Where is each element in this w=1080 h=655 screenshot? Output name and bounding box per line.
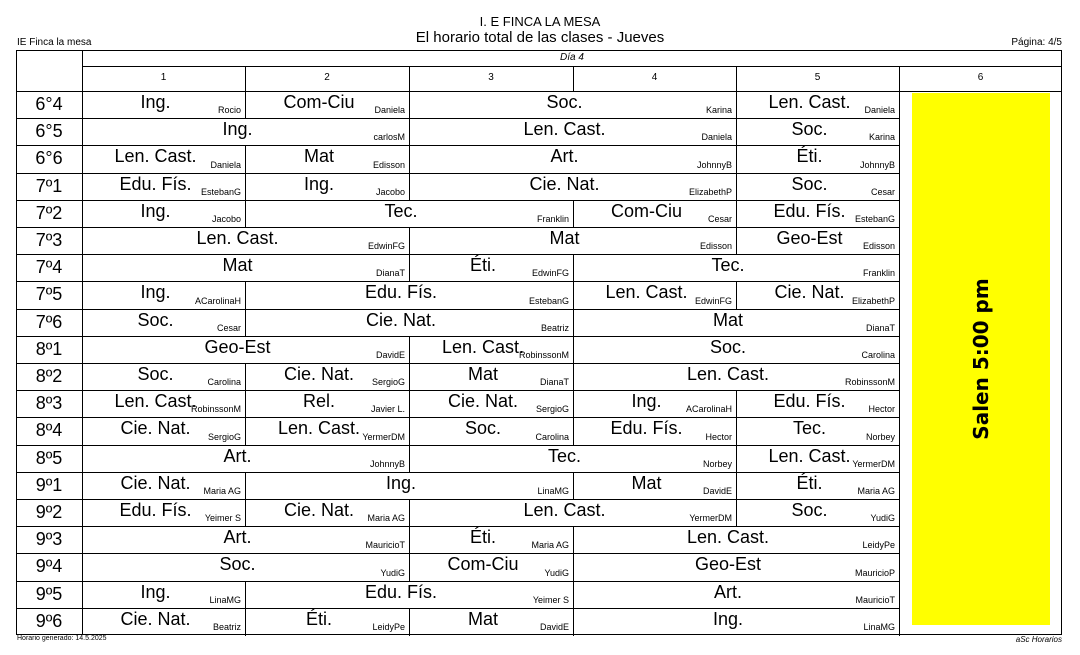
schedule-cell bbox=[245, 390, 409, 417]
teacher-name: Javier L. bbox=[370, 404, 405, 415]
teacher-name: SergioG bbox=[207, 431, 241, 442]
teacher-name: Daniela bbox=[864, 105, 895, 116]
teacher-name: EstebanG bbox=[528, 295, 569, 306]
grid-line bbox=[899, 254, 900, 282]
grid-line bbox=[82, 66, 1062, 67]
class-label: 6°5 bbox=[35, 121, 63, 142]
subject-name: Ing. bbox=[303, 173, 335, 194]
schedule-cell bbox=[82, 145, 245, 172]
subject-name: Soc. bbox=[709, 336, 747, 357]
teacher-name: Daniela bbox=[210, 159, 241, 170]
schedule-cell bbox=[736, 499, 899, 526]
subject-name: Len. Cast. bbox=[686, 527, 770, 548]
schedule-cell bbox=[573, 417, 736, 444]
teacher-name: JohnnyB bbox=[859, 159, 895, 170]
schedule-cell bbox=[82, 118, 409, 145]
schedule-cell bbox=[573, 553, 899, 580]
schedule-cell bbox=[245, 281, 573, 308]
subject-name: Cie. Nat. bbox=[774, 282, 845, 303]
teacher-name: Edisson bbox=[372, 159, 405, 170]
class-label: 6°4 bbox=[35, 94, 63, 114]
schedule-cell bbox=[409, 499, 736, 526]
schedule-cell bbox=[245, 472, 573, 499]
schedule-cell bbox=[82, 254, 409, 281]
teacher-name: ACarolinaH bbox=[194, 295, 241, 306]
subject-name: Soc. bbox=[219, 554, 256, 575]
schedule-cell bbox=[409, 173, 736, 200]
subject-name: Com-Ciu bbox=[283, 92, 355, 112]
teacher-name: Karina bbox=[705, 105, 732, 116]
subject-name: Len. Cast. bbox=[114, 146, 197, 167]
class-label: 8º4 bbox=[35, 420, 63, 441]
grid-line bbox=[899, 173, 900, 201]
subject-name: Ing. bbox=[631, 391, 662, 412]
subject-name: Len. Cast. bbox=[686, 364, 770, 384]
schedule-cell bbox=[82, 417, 245, 444]
teacher-name: DianaT bbox=[865, 322, 895, 333]
subject-name: Edu. Fís. bbox=[773, 200, 846, 221]
schedule-cell bbox=[245, 417, 409, 444]
teacher-name: Beatriz bbox=[212, 621, 241, 632]
class-label: 9º1 bbox=[35, 474, 63, 495]
teacher-name: Hector bbox=[868, 404, 895, 415]
teacher-name: LinaMG bbox=[209, 594, 241, 605]
schedule-cell bbox=[409, 553, 573, 580]
schedule-cell bbox=[736, 91, 899, 118]
grid-line bbox=[899, 227, 900, 255]
schedule-cell bbox=[409, 526, 573, 553]
class-label: 7º6 bbox=[35, 311, 63, 332]
schedule-cell bbox=[736, 281, 899, 308]
teacher-name: Maria AG bbox=[857, 485, 895, 496]
class-label: 7º3 bbox=[35, 230, 63, 250]
teacher-name: MauricioT bbox=[365, 540, 405, 551]
grid-line bbox=[899, 118, 900, 146]
teacher-name: YudiG bbox=[870, 513, 895, 524]
schedule-cell bbox=[82, 499, 245, 526]
document-title: El horario total de las clases - Jueves bbox=[415, 29, 665, 46]
subject-name: Éti. bbox=[796, 146, 823, 167]
grid-line bbox=[899, 363, 900, 391]
subject-name: Éti. bbox=[469, 527, 496, 548]
schedule-cell bbox=[409, 608, 573, 635]
subject-name: Rel. bbox=[302, 391, 335, 412]
schedule-cell bbox=[409, 254, 573, 281]
teacher-name: SergioG bbox=[535, 404, 569, 415]
subject-name: Len. Cast. bbox=[441, 336, 525, 357]
teacher-name: DavidE bbox=[702, 485, 732, 496]
teacher-name: Franklin bbox=[862, 268, 895, 279]
subject-name: Geo-Est bbox=[694, 554, 762, 575]
subject-name: Tec. bbox=[711, 255, 745, 276]
teacher-name: YermerDM bbox=[852, 458, 895, 469]
subject-name: Geo-Est bbox=[204, 336, 271, 357]
subject-name: Ing. bbox=[712, 608, 744, 629]
teacher-name: YudiG bbox=[380, 567, 405, 578]
schedule-cell bbox=[245, 608, 409, 635]
schedule-cell bbox=[245, 581, 573, 608]
teacher-name: LinaMG bbox=[537, 485, 569, 496]
schedule-cell bbox=[245, 200, 573, 227]
teacher-name: DianaT bbox=[539, 377, 569, 388]
school-title: I. E FINCA LA MESA bbox=[479, 14, 601, 29]
schedule-cell bbox=[245, 309, 573, 336]
teacher-name: Yeimer S bbox=[204, 513, 241, 524]
teacher-name: LinaMG bbox=[863, 621, 895, 632]
page-indicator: Página: 4/5 bbox=[1011, 37, 1062, 48]
subject-name: Edu. Fís. bbox=[119, 500, 192, 520]
teacher-name: RobinssonM bbox=[190, 404, 241, 415]
class-label: 8º3 bbox=[35, 393, 63, 414]
subject-name: Edu. Fís. bbox=[773, 391, 846, 412]
schedule-cell bbox=[409, 145, 736, 172]
generated-date: Horario generado: 14.5.2025 bbox=[17, 635, 107, 642]
grid-line bbox=[899, 445, 900, 473]
subject-name: Soc. bbox=[791, 173, 828, 194]
teacher-name: Norbey bbox=[702, 458, 732, 469]
teacher-name: EdwinFG bbox=[531, 268, 569, 279]
schedule-cell bbox=[736, 445, 899, 472]
teacher-name: MauricioT bbox=[855, 594, 895, 605]
grid-border bbox=[1061, 50, 1062, 635]
period-header-1: 1 bbox=[160, 72, 167, 83]
teacher-name: Maria AG bbox=[367, 513, 405, 524]
class-label: 7º2 bbox=[35, 202, 63, 223]
teacher-name: Jacobo bbox=[211, 213, 241, 224]
schedule-cell bbox=[82, 581, 245, 608]
schedule-cell bbox=[82, 445, 409, 472]
subject-name: Len. Cast. bbox=[196, 228, 279, 248]
class-label: 7º5 bbox=[35, 284, 63, 305]
subject-name: Mat bbox=[549, 228, 580, 248]
schedule-cell bbox=[736, 390, 899, 417]
schedule-cell bbox=[82, 608, 245, 635]
teacher-name: ElizabethP bbox=[688, 186, 732, 197]
subject-name: Soc. bbox=[137, 364, 174, 384]
teacher-name: Beatriz bbox=[540, 322, 569, 333]
schedule-cell bbox=[736, 200, 899, 227]
subject-name: Len. Cast. bbox=[768, 92, 851, 112]
subject-name: Mat bbox=[222, 255, 253, 276]
teacher-name: ACarolinaH bbox=[685, 404, 732, 415]
subject-name: Soc. bbox=[791, 119, 828, 140]
subject-name: Ing. bbox=[222, 119, 253, 140]
subject-name: Ing. bbox=[385, 472, 417, 493]
schedule-cell bbox=[736, 472, 899, 499]
teacher-name: EdwinFG bbox=[367, 241, 405, 252]
subject-name: Len. Cast. bbox=[114, 391, 197, 412]
class-label: 9º5 bbox=[35, 583, 63, 604]
teacher-name: Carolina bbox=[861, 349, 895, 360]
schedule-cell bbox=[573, 526, 899, 553]
subject-name: Ing. bbox=[140, 200, 171, 221]
teacher-name: LeidyPe bbox=[372, 621, 405, 632]
teacher-name: Carolina bbox=[535, 431, 569, 442]
subject-name: Tec. bbox=[547, 445, 581, 466]
class-label: 8º1 bbox=[35, 338, 63, 359]
period-header-5: 5 bbox=[814, 72, 821, 83]
teacher-name: Daniela bbox=[374, 105, 405, 116]
teacher-name: Maria AG bbox=[531, 540, 569, 551]
schedule-cell bbox=[573, 336, 899, 363]
teacher-name: Cesar bbox=[870, 186, 895, 197]
class-label: 9º6 bbox=[35, 610, 63, 631]
schedule-cell bbox=[245, 363, 409, 390]
grid-line bbox=[899, 417, 900, 445]
schedule-cell bbox=[573, 390, 736, 417]
subject-name: Len. Cast. bbox=[277, 418, 361, 439]
subject-name: Ing. bbox=[140, 92, 171, 112]
schedule-cell bbox=[245, 145, 409, 172]
schedule-cell bbox=[82, 281, 245, 308]
subject-name: Soc. bbox=[137, 309, 174, 330]
software-credit: aSc Horarios bbox=[1015, 635, 1062, 644]
subject-name: Edu. Fís. bbox=[610, 418, 683, 439]
teacher-name: EstebanG bbox=[200, 186, 241, 197]
subject-name: Soc. bbox=[791, 500, 828, 520]
period-header-3: 3 bbox=[488, 72, 494, 83]
teacher-name: Yeimer S bbox=[532, 594, 569, 605]
schedule-cell bbox=[245, 91, 409, 118]
teacher-name: Edisson bbox=[862, 241, 895, 252]
teacher-name: EstebanG bbox=[854, 213, 895, 224]
subject-name: Soc. bbox=[464, 418, 502, 439]
period-header-4: 4 bbox=[651, 72, 658, 83]
subject-name: Art. bbox=[223, 445, 252, 466]
teacher-name: YermerDM bbox=[689, 513, 732, 524]
teacher-name: Franklin bbox=[536, 213, 569, 224]
teacher-name: YudiG bbox=[544, 567, 569, 578]
school-name-left: IE Finca la mesa bbox=[17, 37, 92, 48]
subject-name: Mat bbox=[712, 309, 743, 330]
grid-border bbox=[16, 50, 1062, 51]
subject-name: Ing. bbox=[140, 581, 171, 602]
subject-name: Tec. bbox=[384, 200, 418, 221]
teacher-name: Karina bbox=[868, 132, 895, 143]
grid-line bbox=[899, 309, 900, 337]
class-label: 8º2 bbox=[35, 366, 63, 386]
teacher-name: DianaT bbox=[375, 268, 405, 279]
subject-name: Art. bbox=[550, 146, 579, 167]
class-label: 8º5 bbox=[35, 447, 63, 468]
grid-line bbox=[899, 390, 900, 418]
dismissal-text: Salen 5:00 pm bbox=[969, 278, 993, 440]
grid-line bbox=[899, 336, 900, 364]
subject-name: Soc. bbox=[546, 92, 583, 112]
subject-name: Tec. bbox=[792, 418, 826, 439]
subject-name: Mat bbox=[631, 472, 662, 493]
teacher-name: ElizabethP bbox=[851, 295, 895, 306]
subject-name: Com-Ciu bbox=[610, 200, 682, 221]
grid-line bbox=[899, 472, 900, 500]
subject-name: Éti. bbox=[796, 472, 823, 493]
subject-name: Ing. bbox=[140, 282, 171, 303]
teacher-name: carlosM bbox=[373, 132, 405, 143]
grid-line bbox=[899, 553, 900, 581]
teacher-name: DavidE bbox=[539, 621, 569, 632]
teacher-name: Maria AG bbox=[203, 485, 241, 496]
day-label: Día 4 bbox=[560, 52, 584, 63]
schedule-cell bbox=[82, 553, 409, 580]
schedule-grid bbox=[16, 50, 1062, 635]
grid-line bbox=[899, 526, 900, 554]
teacher-name: EdwinFG bbox=[694, 295, 732, 306]
period-header-2: 2 bbox=[324, 72, 330, 83]
schedule-cell bbox=[409, 336, 573, 363]
schedule-cell bbox=[82, 173, 245, 200]
class-label: 9º2 bbox=[35, 502, 63, 522]
subject-name: Edu. Fís. bbox=[119, 173, 192, 194]
schedule-cell bbox=[82, 472, 245, 499]
teacher-name: YermerDM bbox=[362, 431, 405, 442]
grid-line bbox=[899, 91, 900, 119]
teacher-name: MauricioP bbox=[854, 567, 895, 578]
schedule-cell bbox=[82, 200, 245, 227]
schedule-cell bbox=[573, 281, 736, 308]
teacher-name: SergioG bbox=[371, 377, 405, 388]
schedule-cell bbox=[409, 445, 736, 472]
schedule-cell bbox=[409, 363, 573, 390]
schedule-cell bbox=[736, 118, 899, 145]
schedule-cell bbox=[82, 227, 409, 254]
grid-line bbox=[899, 499, 900, 527]
subject-name: Edu. Fís. bbox=[364, 581, 438, 602]
grid-line bbox=[899, 281, 900, 309]
teacher-name: DavidE bbox=[375, 349, 405, 360]
subject-name: Com-Ciu bbox=[447, 554, 519, 575]
schedule-cell bbox=[573, 608, 899, 635]
teacher-name: RobinssonM bbox=[518, 349, 569, 360]
subject-name: Art. bbox=[223, 527, 252, 548]
teacher-name: Carolina bbox=[207, 377, 241, 388]
subject-name: Mat bbox=[467, 364, 498, 384]
subject-name: Edu. Fís. bbox=[364, 282, 438, 303]
schedule-cell bbox=[736, 145, 899, 172]
schedule-cell bbox=[82, 309, 245, 336]
grid-line bbox=[899, 145, 900, 173]
subject-name: Cie. Nat. bbox=[283, 364, 355, 384]
teacher-name: JohnnyB bbox=[696, 159, 732, 170]
subject-name: Cie. Nat. bbox=[283, 500, 355, 520]
subject-name: Cie. Nat. bbox=[120, 472, 191, 493]
subject-name: Len. Cast. bbox=[605, 282, 688, 303]
schedule-cell bbox=[409, 118, 736, 145]
teacher-name: Hector bbox=[705, 431, 732, 442]
subject-name: Len. Cast. bbox=[523, 119, 606, 140]
subject-name: Mat bbox=[467, 608, 498, 629]
schedule-cell bbox=[82, 91, 245, 118]
schedule-cell bbox=[409, 417, 573, 444]
class-label: 7º1 bbox=[35, 175, 63, 196]
subject-name: Geo-Est bbox=[776, 228, 843, 248]
class-label: 7º4 bbox=[35, 257, 63, 278]
schedule-cell bbox=[736, 173, 899, 200]
schedule-cell bbox=[82, 390, 245, 417]
teacher-name: LeidyPe bbox=[862, 540, 895, 551]
subject-name: Cie. Nat. bbox=[120, 418, 191, 439]
subject-name: Len. Cast. bbox=[768, 445, 851, 466]
subject-name: Art. bbox=[713, 581, 742, 602]
teacher-name: Daniela bbox=[701, 132, 732, 143]
subject-name: Cie. Nat. bbox=[529, 173, 600, 194]
schedule-cell bbox=[573, 363, 899, 390]
teacher-name: Cesar bbox=[216, 322, 241, 333]
class-label: 9º4 bbox=[35, 556, 63, 577]
subject-name: Cie. Nat. bbox=[365, 309, 437, 330]
schedule-cell bbox=[409, 227, 736, 254]
grid-line bbox=[899, 200, 900, 228]
schedule-cell bbox=[736, 417, 899, 444]
teacher-name: RobinssonM bbox=[844, 377, 895, 388]
period-header-6: 6 bbox=[977, 72, 984, 83]
schedule-cell bbox=[573, 309, 899, 336]
grid-line bbox=[899, 608, 900, 636]
teacher-name: Cesar bbox=[707, 213, 732, 224]
schedule-cell bbox=[245, 173, 409, 200]
schedule-cell bbox=[573, 254, 899, 281]
schedule-cell bbox=[573, 200, 736, 227]
grid-line bbox=[899, 581, 900, 609]
subject-name: Cie. Nat. bbox=[447, 391, 519, 412]
teacher-name: Jacobo bbox=[375, 186, 405, 197]
subject-name: Mat bbox=[303, 146, 334, 167]
class-label: 9º3 bbox=[35, 529, 63, 550]
schedule-cell bbox=[245, 499, 409, 526]
subject-name: Éti. bbox=[469, 255, 496, 276]
class-label: 6°6 bbox=[35, 148, 63, 169]
schedule-cell bbox=[409, 390, 573, 417]
schedule-cell bbox=[736, 227, 899, 254]
dismissal-column bbox=[912, 93, 1050, 625]
subject-name: Len. Cast. bbox=[523, 500, 606, 520]
teacher-name: Rocio bbox=[217, 105, 241, 116]
subject-name: Cie. Nat. bbox=[120, 608, 191, 629]
teacher-name: JohnnyB bbox=[369, 458, 405, 469]
schedule-cell bbox=[573, 472, 736, 499]
teacher-name: Edisson bbox=[699, 241, 732, 252]
schedule-cell bbox=[82, 363, 245, 390]
subject-name: Éti. bbox=[305, 608, 332, 629]
schedule-cell bbox=[573, 581, 899, 608]
schedule-cell bbox=[82, 336, 409, 363]
schedule-cell bbox=[82, 526, 409, 553]
teacher-name: Norbey bbox=[865, 431, 895, 442]
schedule-cell bbox=[409, 91, 736, 118]
